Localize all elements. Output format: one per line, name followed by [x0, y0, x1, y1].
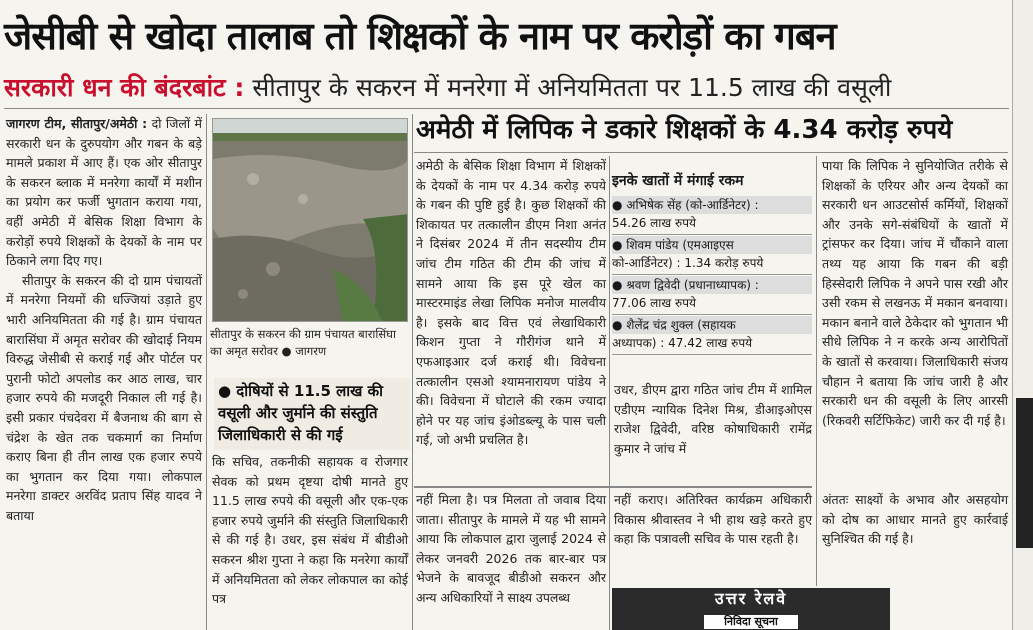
article-column-5: [822, 156, 1008, 430]
sub-headline-kicker: सरकारी धन की बंदरबांट :: [4, 73, 245, 102]
article-para-4: नहीं मिला है। पत्र मिलता तो जवाब दिया जाता। सीतापुर के मामले में यह भी सामने आया कि लोकपाल द्वारा जुलाई 2024 से लेकर जनवरी 2026 तक बार-बार पत्र भेजने के बावजूद बीडीओ सकरन और अन्य अधिकारियों ने साक्ष्य उपलब्ध: [416, 492, 606, 605]
column-rule-2: [412, 114, 413, 630]
article-column-3: [416, 156, 606, 450]
account-item: ● शिवम पांडेय (एमआइएस को-आर्डिनेटर) : 1.34 करोड़ रुपये: [612, 235, 812, 275]
article-column-5-bottom: [822, 490, 1008, 549]
amethi-para-3: पाया कि लिपिक ने सुनियोजित तरीके से शिक्षकों के एरियर और अन्य देयकों का सरकारी धन आउटसोर्स कर्मियों, शिक्षकों और उनके सगे-संबंधियों के खातों में ट्रांसफर कर दिया। जांच में चौंकाने वाला तथ्य यह आया कि गबन की बड़ी हिस्सेदारी लिपिक ने अपने पास रखी और उसी रकम से लखनऊ में मकान बनवाया। मकान बनाने वाले ठेकेदार को भुगतान भी सीधे लिपिक ने न करके अन्य आरोपितों के खातों से करवाया। जिलाधिकारी संजय चौहान ने बताया कि जांच जारी है और सरकारी धन की वसूली के लिए आरसी (रिकवरी सर्टिफिकेट) जारी कर दी गई है।: [822, 158, 1008, 428]
article-para-6: अंततः साक्ष्यों के अभाव और असहयोग को दोष का आधार मानते हुए कार्रवाई सुनिश्चित की गई है।: [822, 492, 1008, 547]
highlight-text: ● दोषियों से 11.5 लाख की वसूली और जुर्माने की संस्तुति जिलाधिकारी से की गई: [218, 382, 384, 444]
story2-headline: अमेठी में लिपिक ने डकारे शिक्षकों के 4.34 करोड़ रुपये: [416, 115, 953, 145]
article-column-4-bottom: [614, 490, 812, 549]
highlight-box: [214, 378, 410, 450]
amethi-para-1: अमेठी के बेसिक शिक्षा विभाग में शिक्षकों के देयकों के नाम पर 4.34 करोड़ रुपये के गबन की पुष्टि हुई है। कुछ शिक्षकों की शिकायत पर तत्कालीन डीएम निशा अनंत ने दिसंबर 2024 में तीन सदस्यीय टीम जांच टीम गठित की टीम की जांच में सामने आया कि इस पूरे खेल का मास्टरमाइंड लेखा लिपिक मनोज मालवीय है। इसके बाद वित्त एवं लेखाधिकारी किशन गुप्ता ने गौरीगंज थाने में एफआइआर दर्ज कराई थी। विवेचना तत्कालीन एसओ श्यामनारायण पांडेय ने की। विवेचना में घोटाले की रकम ज्यादा होने पर यह जांच इंओडब्ल्यू के पास चली गई, जो अभी प्रचलित है।: [416, 158, 606, 448]
sub-headline-text: सीतापुर के सकरन में मनरेगा में अनियमितता पर 11.5 लाख की वसूली: [252, 73, 892, 102]
headline-rule: [4, 108, 1009, 109]
pond-photo-image: [213, 119, 408, 322]
article-para-1: दो जिलों में सरकारी धन के दुरुपयोग और गबन के बड़े मामले प्रकाश में आए हैं। एक ओर सीतापुर के सकरन ब्लाक में मनरेगा कार्यों में मशीन का प्रयोग कर फर्जी भुगतान कराया गया, वहीं अमेठी में बेसिक शिक्षा विभाग के करोड़ों रुपये शिक्षकों के देयकों के नाम पर ठिकाने लगा दिए गए।: [6, 116, 203, 269]
amethi-para-2: उधर, डीएम द्वारा गठित जांच टीम में शामिल एडीएम न्यायिक दिनेश मिश्र, डीआइओएस राजेश द्विवेदी, वरिष्ठ कोषाधिकारी रामेंद्र कुमार ने जांच में: [614, 382, 812, 456]
article-column-1: [6, 114, 202, 525]
column-rule-4: [816, 156, 817, 586]
account-item: ● अभिषेक सेंह (को-आर्डिनेटर) : 54.26 लाख रुपये: [612, 195, 812, 235]
photo-caption: सीतापुर के सकरन की ग्राम पंचायत बारासिंघा का अमृत सरोवर ● जागरण: [210, 327, 396, 358]
notice-title: उत्तर रेलवे: [714, 589, 788, 608]
sub-headline: [4, 72, 1004, 104]
main-headline: जेसीबी से खोदा तालाब तो शिक्षकों के नाम पर करोड़ों का गबन: [4, 14, 836, 58]
column-rule-3: [609, 156, 610, 630]
account-item: ● श्रवण द्विवेदी (प्रधानाध्यापक) : 77.06 लाख रुपये: [612, 275, 812, 315]
account-item: ● शैलेंद्र चंद्र शुक्ल (सहायक अध्यापक) : 47.42 लाख रुपये: [612, 315, 812, 355]
article-column-4-mid: [614, 380, 812, 458]
accounts-box: [612, 170, 812, 355]
article-column-3-bottom: [416, 490, 606, 608]
accounts-box-title: इनके खातों में मंगाई रकम: [612, 173, 744, 189]
article-para-2: सीतापुर के सकरन की दो ग्राम पंचायतों में मनरेगा नियमों की धज्जियां उड़ाते हुए भारी अनियमितता की गई है। ग्राम पंचायत बारासिंघा में अमृत सरोवर की खोदाई नियम विरुद्ध जेसीबी से कराई गई और पोर्टल पर पुरानी फोटो अपलोड कर आठ लाख, चार हजार रुपये की मजदूरी निकाल ली गई है। इसी प्रकार पंचदेवरा में बैजनाथ की बाग से चंद्रेश के खेत तक चकमार्ग का निर्माण कराए बिना ही तीन लाख एक हजार रुपये का भुगतान कर दिया गया। लोकपाल मनरेगा डाक्टर अरविंद प्रताप सिंह यादव ने बताया: [6, 272, 202, 523]
dateline: जागरण टीम, सीतापुर/अमेठी :: [6, 116, 148, 131]
article-para-3: कि सचिव, तकनीकी सहायक व रोजगार सेवक को प्रथम दृष्टया दोषी मानते हुए 11.5 लाख रुपये की वसूली और एक-एक हजार रुपये जुर्माने की संस्तुति जिलाधिकारी से की गई है। उधर, इस संबंध में बीडीओ सकरन श्रीश गुप्ता ने कहा कि मनरेगा कार्यों में अनियमितता को लेकर लोकपाल का कोई पत्र: [212, 454, 408, 607]
notice-subtitle: निविदा सूचना: [704, 615, 798, 629]
pond-photo: [212, 118, 408, 322]
story2-rule: [414, 152, 1008, 153]
article-para-5: नहीं कराए। अतिरिक्त कार्यक्रम अधिकारी विकास श्रीवास्तव ने भी हाथ खड़े करते हुए कहा कि पत्रावली सचिव के पास रहती है।: [614, 492, 812, 547]
column-rule-1: [206, 114, 207, 630]
article-column-2-bottom: [212, 452, 408, 609]
railway-notice-ad: [612, 588, 890, 630]
adjacent-page-block: [1016, 398, 1033, 548]
story-separator: [414, 486, 812, 488]
